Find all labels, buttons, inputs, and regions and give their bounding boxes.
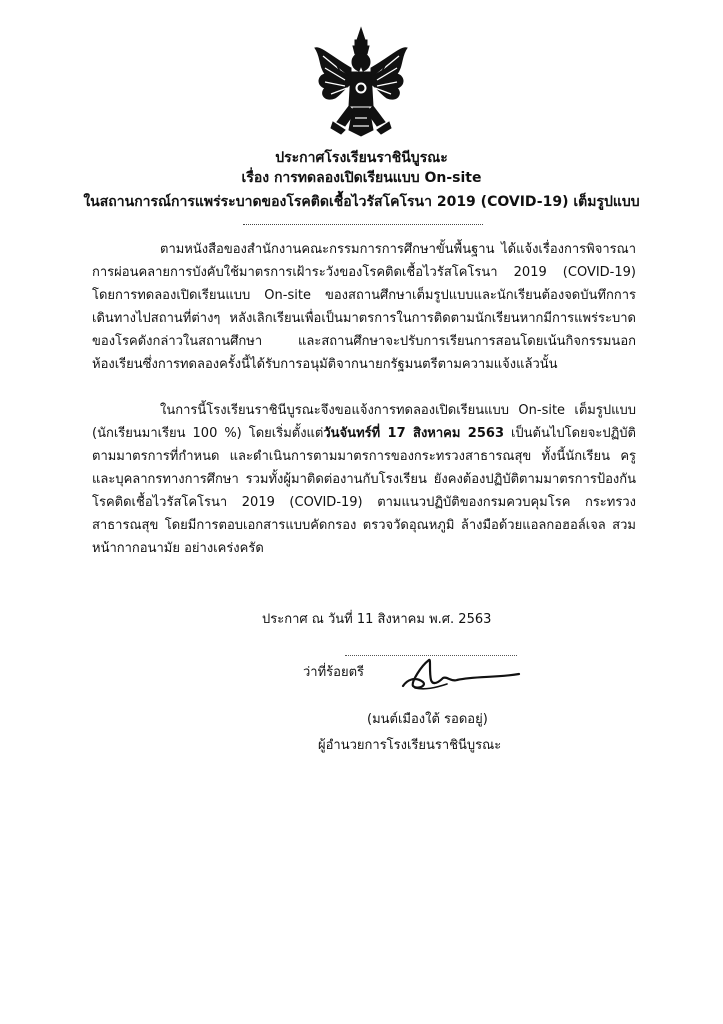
paragraph-1: ตามหนังสือของสำนักงานคณะกรรมการการศึกษาขั้นพื้นฐาน ได้แจ้งเรื่องการพิจารณาการผ่อนคลายการบังคับใช้มาตรการเฝ้าระวังของโรคติดเชื้อไวรัสโคโรนา 2019 (COVID-19) โดยการทดลองเปิดเรียนแบบ On-site ของสถานศึกษาเต็มรูปแบบและนักเรียนต้องจดบันทึกการเดินทางไปสถานที่ต่างๆ หลังเลิกเรียนเพื่อเป็นมาตรการในการติดตามนักเรียนหากมีการแพร่ระบาดของโรคดังกล่าวในสถานศึกษา และสถานศึกษาจะปรับการเรียนการสอนโดยเน้นกิจกรรมนอกห้องเรียนซึ่งการทดลองครั้งนี้ได้รับการอนุมัติจากนายกรัฐมนตรีตามความแจ้งแล้วนั้น bbox=[92, 242, 636, 372]
garuda-emblem-icon bbox=[311, 26, 411, 138]
subject-heading: เรื่อง การทดลองเปิดเรียนแบบ On-site bbox=[241, 170, 482, 186]
signer-rank: ว่าที่ร้อยตรี bbox=[303, 665, 365, 680]
start-date: วันจันทร์ที่ 17 สิงหาคม 2563 bbox=[323, 426, 504, 441]
paragraph-2-start: ในการนี้โรงเรียนราชินีบูรณะจึงขอแจ้งการทดลองเปิดเรียนแบบ On-site เต็มรูปแบบ (นักเรียนมาเรียน 100 %) โดยเริ่มตั้งแต่ bbox=[92, 403, 636, 441]
announcement-date: ประกาศ ณ วันที่ 11 สิงหาคม พ.ศ. 2563 bbox=[262, 612, 492, 627]
signer-position: ผู้อำนวยการโรงเรียนราชินีบูรณะ bbox=[318, 738, 502, 753]
paragraph-2-end: เป็นต้นไปโดยจะปฏิบัติตามมาตรการที่กำหนด และดำเนินการตามมาตรการของกระทรวงสาธารณสุข ทั้งนี้นักเรียน ครู และบุคลากรทางการศึกษา รวมทั้งผู้มาติดต่องานกับโรงเรียน ยังคงต้องปฏิบัติตามมาตรการป้องกันโรคติดเชื้อไวรัสโคโรนา 2019 (COVID-19) ตามแนวปฏิบัติของกรมควบคุมโรค กระทรวงสาธารณสุข โดยมีการตอบเอกสารแบบคัดกรอง ตรวจวัดอุณหภูมิ ล้างมือด้วยแอลกอฮอล์เจล สวมหน้ากากอนามัย อย่างเคร่งครัด bbox=[92, 426, 636, 556]
signature-icon bbox=[395, 652, 525, 698]
paragraph-2 bbox=[92, 399, 636, 560]
situation-heading: ในสถานการณ์การแพร่ระบาดของโรคติดเชื้อไวรัสโคโรนา 2019 (COVID-19) เต็มรูปแบบ bbox=[83, 194, 640, 210]
signer-name: (มนต์เมืองใต้ รอดอยู่) bbox=[367, 712, 488, 727]
school-name-heading: ประกาศโรงเรียนราชินีบูรณะ bbox=[275, 150, 448, 166]
divider bbox=[243, 224, 483, 225]
